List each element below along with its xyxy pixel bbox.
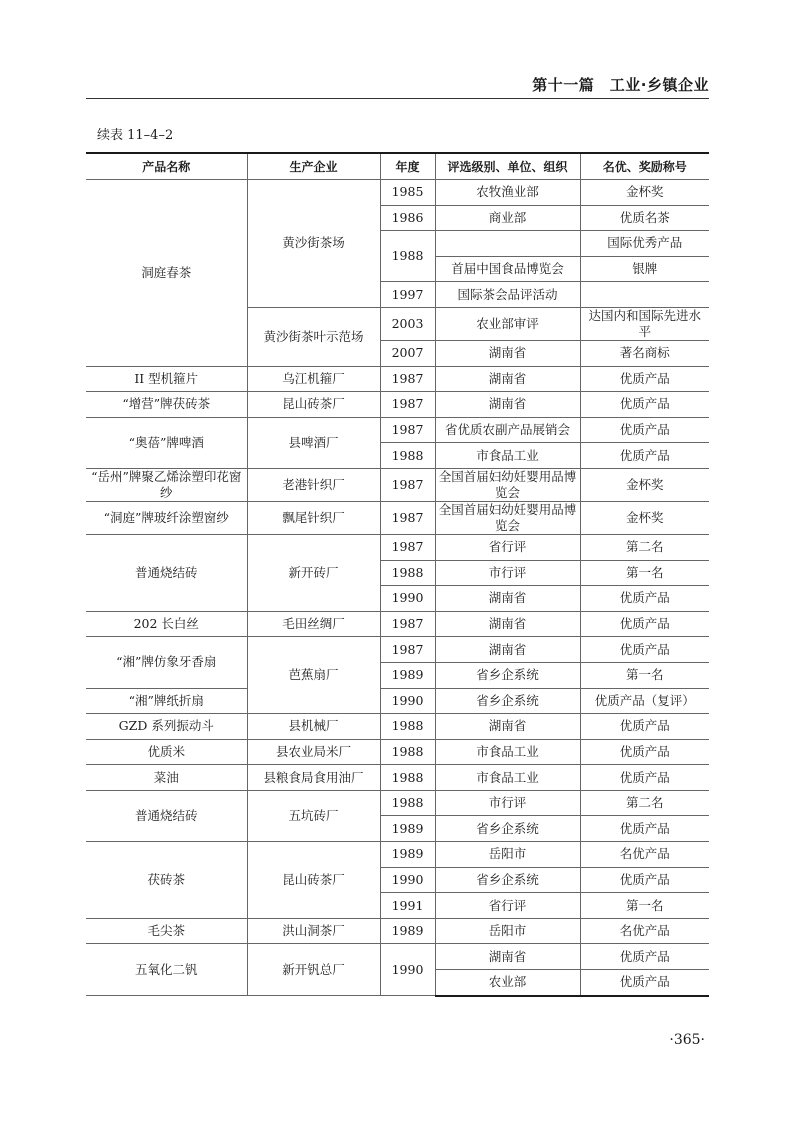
award-cell: 金杯奖 xyxy=(580,180,709,206)
year-cell: 1986 xyxy=(380,205,435,231)
table-row xyxy=(86,637,709,663)
organization-cell: 商业部 xyxy=(435,205,580,231)
year-cell: 1988 xyxy=(380,443,435,469)
organization-cell: 省乡企系统 xyxy=(435,816,580,842)
product-cell: 菜油 xyxy=(86,765,247,791)
award-cell: 名优产品 xyxy=(580,918,709,944)
enterprise-cell: 昆山砖茶厂 xyxy=(247,842,380,919)
product-cell: 毛尖茶 xyxy=(86,918,247,944)
column-header-organization: 评选级别、单位、组织 xyxy=(435,153,580,180)
product-cell: “增营”牌茯砖茶 xyxy=(86,392,247,418)
enterprise-cell: 新开钒总厂 xyxy=(247,944,380,996)
table-row xyxy=(86,918,709,944)
enterprise-cell: 新开砖厂 xyxy=(247,534,380,611)
award-cell: 第二名 xyxy=(580,790,709,816)
table-header-row xyxy=(86,153,709,180)
award-cell xyxy=(580,282,709,308)
year-cell: 1990 xyxy=(380,688,435,714)
product-cell: “湘”牌纸折扇 xyxy=(86,688,247,714)
year-cell: 1988 xyxy=(380,765,435,791)
product-cell: 202 长白丝 xyxy=(86,611,247,637)
product-cell: 五氧化二钒 xyxy=(86,944,247,996)
organization-cell: 省优质农副产品展销会 xyxy=(435,417,580,443)
year-cell: 1991 xyxy=(380,893,435,919)
enterprise-cell: 县机械厂 xyxy=(247,714,380,740)
organization-cell: 湖南省 xyxy=(435,392,580,418)
organization-cell: 湖南省 xyxy=(435,944,580,970)
organization-cell: 湖南省 xyxy=(435,714,580,740)
table-row xyxy=(86,468,709,501)
award-cell: 达国内和国际先进水平 xyxy=(580,307,709,340)
year-cell: 1990 xyxy=(380,944,435,996)
organization-cell: 湖南省 xyxy=(435,611,580,637)
table-row xyxy=(86,611,709,637)
enterprise-cell: 黄沙街茶叶示范场 xyxy=(247,307,380,366)
table-row xyxy=(86,688,709,714)
year-cell: 1988 xyxy=(380,560,435,586)
enterprise-cell: 县农业局米厂 xyxy=(247,739,380,765)
award-cell: 优质产品 xyxy=(580,443,709,469)
year-cell: 1987 xyxy=(380,366,435,392)
product-cell: 洞庭春茶 xyxy=(86,180,247,367)
award-cell: 优质产品 xyxy=(580,816,709,842)
product-cell: “洞庭”牌玻纤涂塑窗纱 xyxy=(86,501,247,534)
year-cell: 1985 xyxy=(380,180,435,206)
organization-cell: 市食品工业 xyxy=(435,739,580,765)
award-cell: 优质产品 xyxy=(580,366,709,392)
table-row xyxy=(86,944,709,970)
table-row xyxy=(86,765,709,791)
organization-cell xyxy=(435,231,580,257)
enterprise-cell: 黄沙街茶场 xyxy=(247,180,380,308)
enterprise-cell: 洪山洞茶厂 xyxy=(247,918,380,944)
enterprise-cell: 毛田丝绸厂 xyxy=(247,611,380,637)
award-cell: 优质名茶 xyxy=(580,205,709,231)
award-cell: 名优产品 xyxy=(580,842,709,868)
award-cell: 金杯奖 xyxy=(580,468,709,501)
enterprise-cell: 昆山砖茶厂 xyxy=(247,392,380,418)
table-row xyxy=(86,842,709,868)
awards-table xyxy=(86,152,709,997)
table-row xyxy=(86,417,709,443)
organization-cell: 市行评 xyxy=(435,560,580,586)
year-cell: 1988 xyxy=(380,790,435,816)
table-row xyxy=(86,366,709,392)
organization-cell: 市食品工业 xyxy=(435,443,580,469)
year-cell: 1987 xyxy=(380,468,435,501)
table-row xyxy=(86,739,709,765)
enterprise-cell: 芭蕉扇厂 xyxy=(247,637,380,714)
award-cell: 第二名 xyxy=(580,534,709,560)
year-cell: 1997 xyxy=(380,282,435,308)
organization-cell: 市行评 xyxy=(435,790,580,816)
table-row xyxy=(86,501,709,534)
table-row xyxy=(86,180,709,206)
enterprise-cell: 乌江机箍厂 xyxy=(247,366,380,392)
organization-cell: 省行评 xyxy=(435,534,580,560)
product-cell: “奥蓓”牌啤酒 xyxy=(86,417,247,468)
organization-cell: 首届中国食品博览会 xyxy=(435,256,580,282)
award-cell: 优质产品 xyxy=(580,637,709,663)
organization-cell: 全国首届妇幼妊婴用品博览会 xyxy=(435,501,580,534)
table-row xyxy=(86,534,709,560)
award-cell: 国际优秀产品 xyxy=(580,231,709,257)
award-cell: 优质产品 xyxy=(580,944,709,970)
organization-cell: 全国首届妇幼妊婴用品博览会 xyxy=(435,468,580,501)
organization-cell: 岳阳市 xyxy=(435,842,580,868)
year-cell: 1989 xyxy=(380,842,435,868)
award-cell: 优质产品 xyxy=(580,611,709,637)
enterprise-cell: 五坑砖厂 xyxy=(247,790,380,841)
year-cell: 1987 xyxy=(380,611,435,637)
product-cell: 茯砖茶 xyxy=(86,842,247,919)
award-cell: 优质产品 xyxy=(580,867,709,893)
organization-cell: 市食品工业 xyxy=(435,765,580,791)
organization-cell: 农牧渔业部 xyxy=(435,180,580,206)
year-cell: 1987 xyxy=(380,637,435,663)
year-cell: 1988 xyxy=(380,714,435,740)
organization-cell: 湖南省 xyxy=(435,637,580,663)
organization-cell: 岳阳市 xyxy=(435,918,580,944)
product-cell: “湘”牌仿象牙香扇 xyxy=(86,637,247,688)
year-cell: 1990 xyxy=(380,586,435,612)
year-cell: 1989 xyxy=(380,816,435,842)
year-cell: 2007 xyxy=(380,340,435,366)
table-row xyxy=(86,790,709,816)
organization-cell: 省行评 xyxy=(435,893,580,919)
organization-cell: 农业部审评 xyxy=(435,307,580,340)
product-cell: “岳州”牌聚乙烯涂塑印花窗纱 xyxy=(86,468,247,501)
table-row xyxy=(86,392,709,418)
award-cell: 优质产品 xyxy=(580,392,709,418)
section-title: 第十一篇 工业·乡镇企业 xyxy=(532,76,709,94)
organization-cell: 国际茶会品评活动 xyxy=(435,282,580,308)
award-cell: 著名商标 xyxy=(580,340,709,366)
year-cell: 1987 xyxy=(380,392,435,418)
award-cell: 优质产品 xyxy=(580,417,709,443)
award-cell: 优质产品 xyxy=(580,765,709,791)
organization-cell: 湖南省 xyxy=(435,340,580,366)
page-number: ·365· xyxy=(669,1032,705,1048)
organization-cell: 农业部 xyxy=(435,970,580,996)
product-cell: GZD 系列振动斗 xyxy=(86,714,247,740)
organization-cell: 省乡企系统 xyxy=(435,688,580,714)
year-cell: 1989 xyxy=(380,662,435,688)
product-cell: II 型机箍片 xyxy=(86,366,247,392)
column-header-award: 名优、奖励称号 xyxy=(580,153,709,180)
organization-cell: 湖南省 xyxy=(435,366,580,392)
enterprise-cell: 飘尾针织厂 xyxy=(247,501,380,534)
column-header-year: 年度 xyxy=(380,153,435,180)
award-cell: 优质产品 xyxy=(580,970,709,996)
year-cell: 1987 xyxy=(380,501,435,534)
product-cell: 优质米 xyxy=(86,739,247,765)
enterprise-cell: 县啤酒厂 xyxy=(247,417,380,468)
award-cell: 优质产品（复评） xyxy=(580,688,709,714)
table-row xyxy=(86,714,709,740)
enterprise-cell: 县粮食局食用油厂 xyxy=(247,765,380,791)
organization-cell: 省乡企系统 xyxy=(435,867,580,893)
award-cell: 银牌 xyxy=(580,256,709,282)
year-cell: 1988 xyxy=(380,739,435,765)
award-cell: 优质产品 xyxy=(580,586,709,612)
year-cell: 1989 xyxy=(380,918,435,944)
organization-cell: 省乡企系统 xyxy=(435,662,580,688)
award-cell: 第一名 xyxy=(580,662,709,688)
organization-cell: 湖南省 xyxy=(435,586,580,612)
award-cell: 金杯奖 xyxy=(580,501,709,534)
award-cell: 第一名 xyxy=(580,560,709,586)
enterprise-cell: 老港针织厂 xyxy=(247,468,380,501)
product-cell: 普通烧结砖 xyxy=(86,790,247,841)
column-header-enterprise: 生产企业 xyxy=(247,153,380,180)
award-cell: 优质产品 xyxy=(580,739,709,765)
table-caption: 续表 11–4–2 xyxy=(97,128,174,143)
year-cell: 1988 xyxy=(380,231,435,282)
award-cell: 第一名 xyxy=(580,893,709,919)
award-cell: 优质产品 xyxy=(580,714,709,740)
year-cell: 1987 xyxy=(380,417,435,443)
year-cell: 2003 xyxy=(380,307,435,340)
year-cell: 1990 xyxy=(380,867,435,893)
header-rule xyxy=(86,98,709,99)
product-cell: 普通烧结砖 xyxy=(86,534,247,611)
column-header-product: 产品名称 xyxy=(86,153,247,180)
year-cell: 1987 xyxy=(380,534,435,560)
